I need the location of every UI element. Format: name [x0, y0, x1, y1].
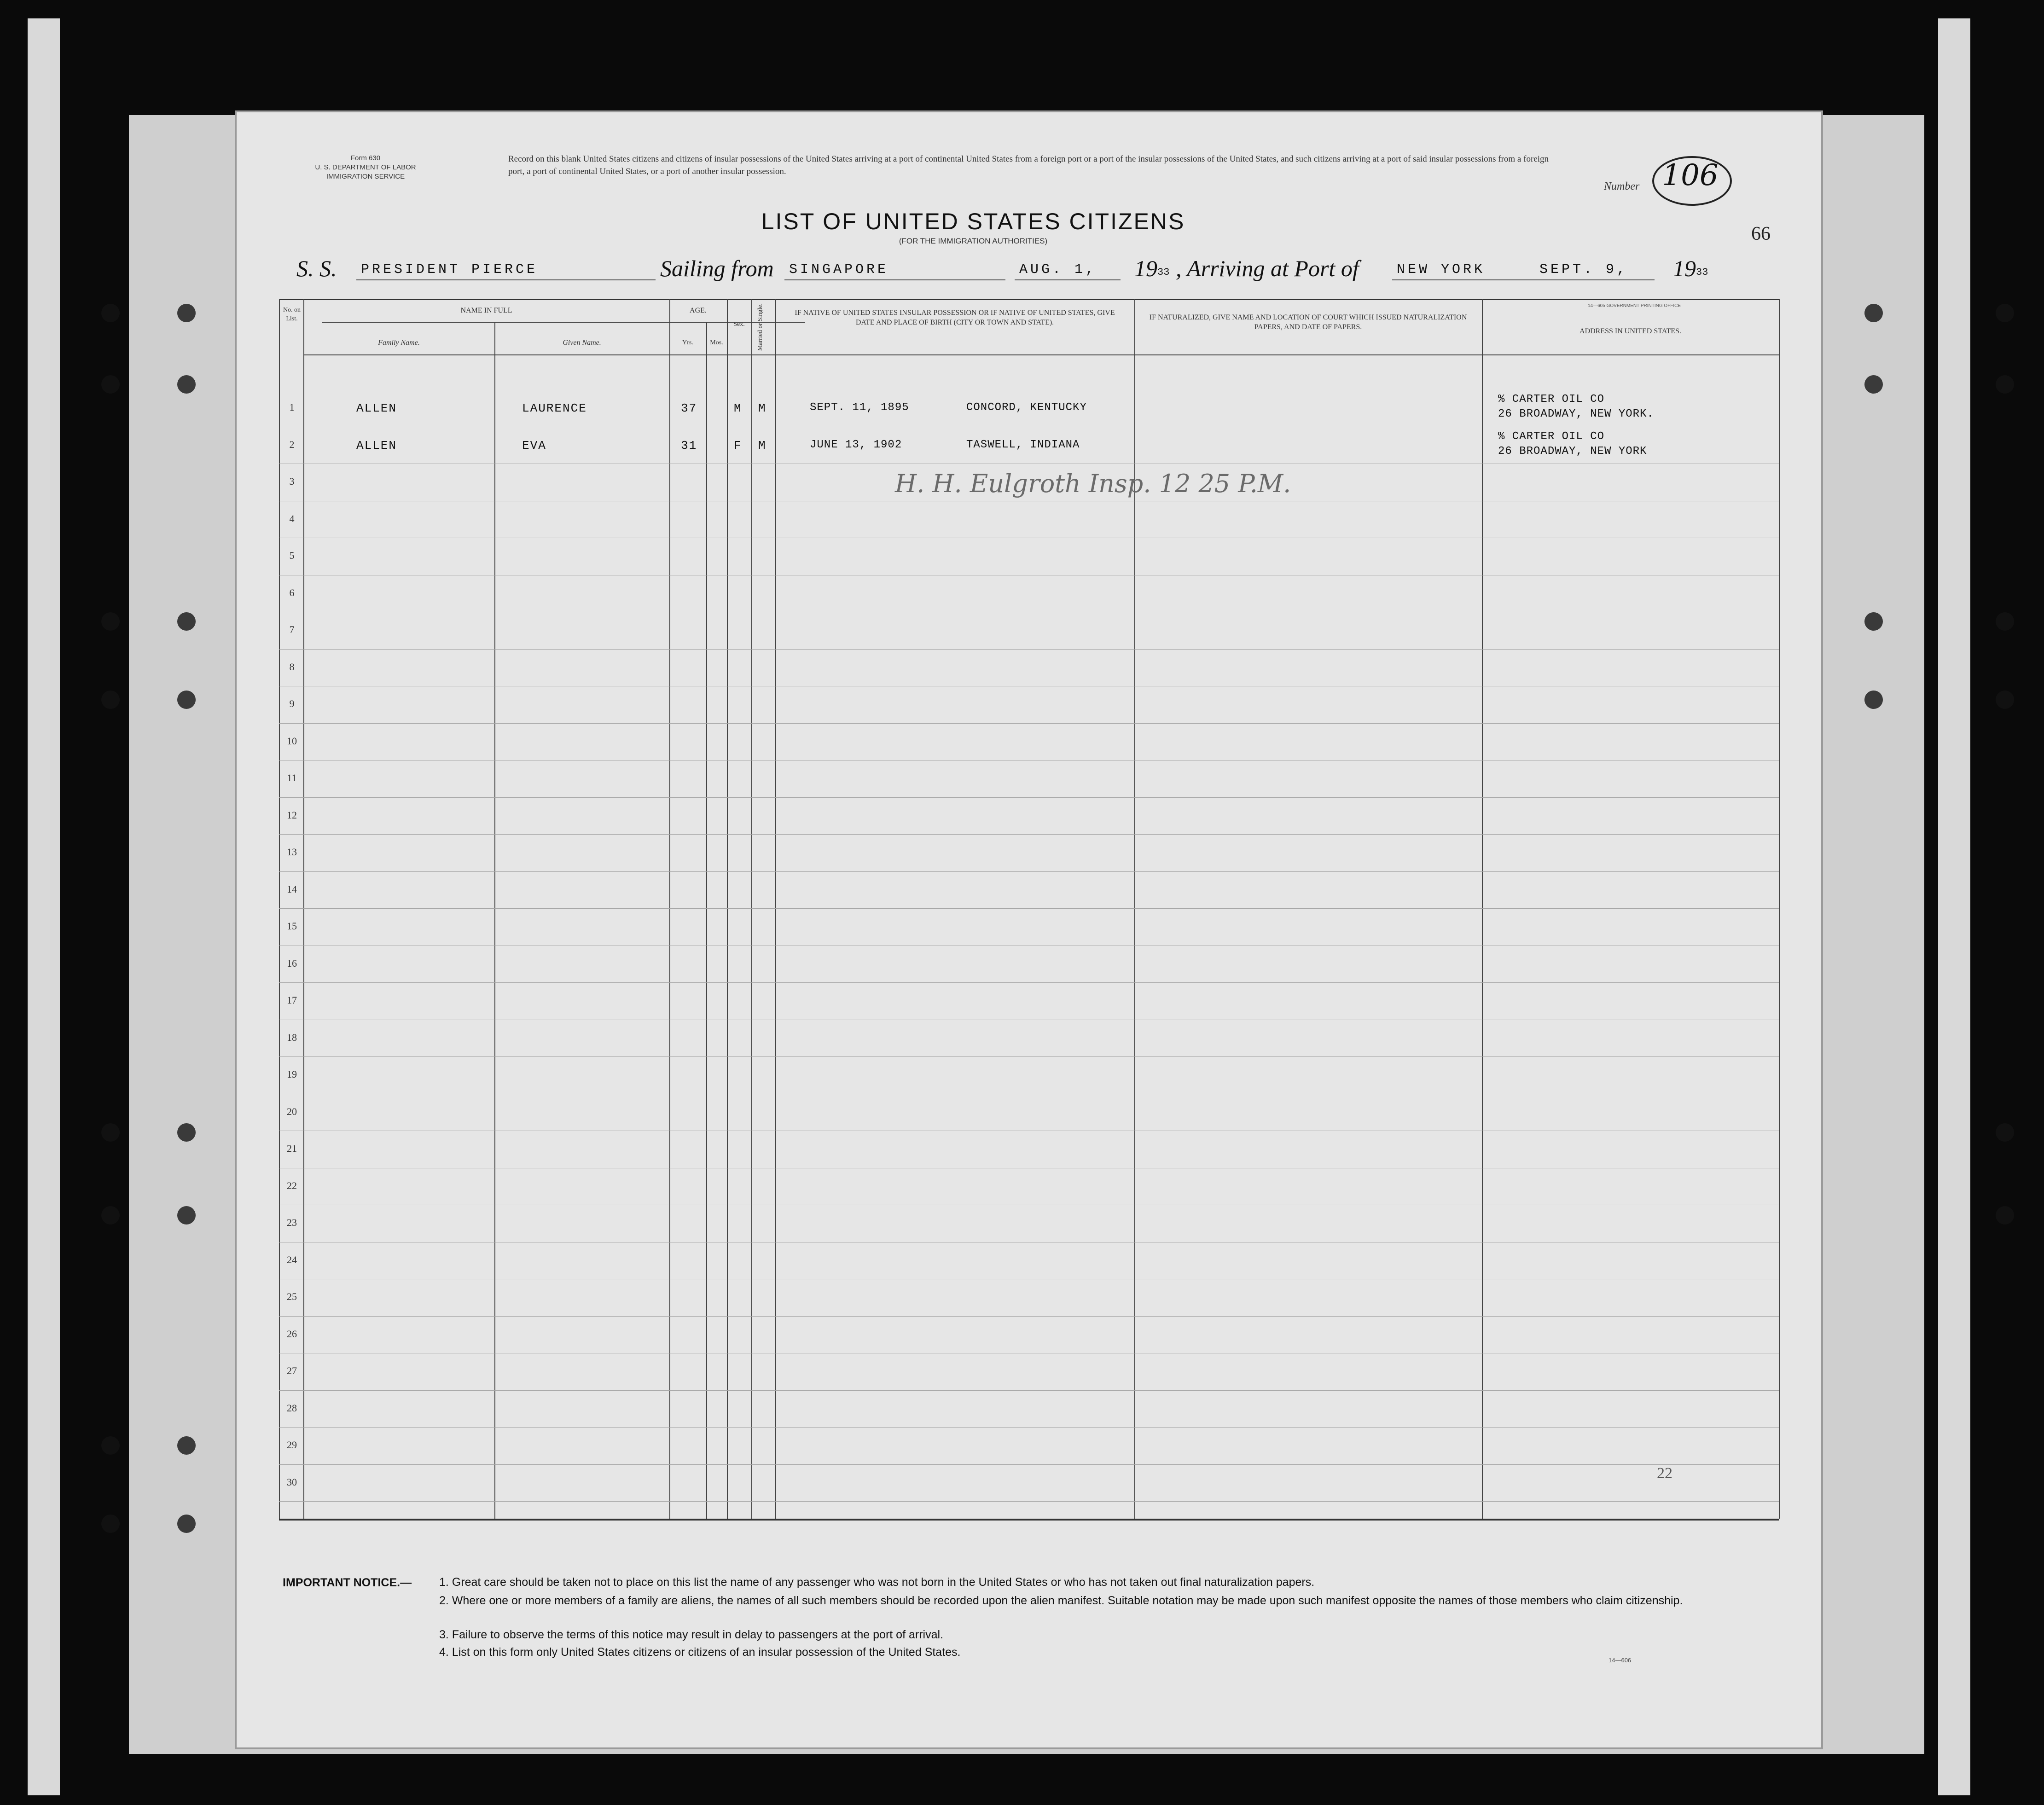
- ship-name: PRESIDENT PIERCE: [361, 262, 538, 278]
- binder-hole: [1996, 1123, 2014, 1142]
- row-number: 6: [289, 586, 295, 598]
- row-number: 21: [287, 1143, 297, 1154]
- row-number: 24: [287, 1254, 297, 1265]
- table-bottom-border: [279, 1519, 1779, 1521]
- cell-family: ALLEN: [356, 401, 397, 415]
- row-rule: [279, 982, 1779, 983]
- column-divider: [669, 299, 670, 1519]
- row-number: 23: [287, 1217, 297, 1228]
- row-rule: [279, 1316, 1779, 1317]
- header-married-single: Married or Single.: [757, 303, 764, 351]
- row-number: 27: [287, 1365, 297, 1376]
- binder-hole: [1864, 375, 1883, 394]
- cell-sex: F: [734, 438, 742, 453]
- sailing-from-underline: [784, 279, 1005, 280]
- row-rule: [279, 1056, 1779, 1057]
- row-rule: [279, 1501, 1779, 1502]
- departure-date: AUG. 1,: [1019, 262, 1097, 278]
- row-number: 1: [289, 401, 295, 413]
- row-number: 10: [287, 735, 297, 747]
- cell-addr1: % CARTER OIL CO: [1498, 393, 1605, 406]
- header-sex: Sex.: [733, 321, 745, 328]
- page-subtitle: (FOR THE IMMIGRATION AUTHORITIES): [899, 237, 1048, 245]
- binder-hole: [101, 304, 120, 322]
- header-months: Mos.: [710, 339, 723, 346]
- cell-birth-date: JUNE 13, 1902: [810, 438, 902, 451]
- binder-hole: [1996, 304, 2014, 322]
- row-number: 9: [289, 698, 295, 709]
- column-divider: [727, 299, 728, 1519]
- row-number: 15: [287, 920, 297, 932]
- binder-hole: [101, 612, 120, 631]
- notice-item-1: 1. Great care should be taken not to place on this list the name of any passenger who was not born in the United States or who has not taken out final naturalization papers.: [439, 1576, 1315, 1589]
- cell-yrs: 31: [681, 438, 697, 453]
- row-number: 29: [287, 1439, 297, 1451]
- column-divider: [706, 322, 707, 1519]
- arrival-year: 33: [1696, 267, 1708, 278]
- row-number: 28: [287, 1402, 297, 1414]
- header-naturalized: IF NATURALIZED, GIVE NAME AND LOCATION OF COURT WHICH ISSUED NATURALIZATION PAPERS, AND DATE OF PAPERS.: [1149, 313, 1467, 331]
- manifest-page: [235, 110, 1823, 1749]
- binder-hole: [101, 375, 120, 394]
- department-name: U. S. DEPARTMENT OF LABOR: [315, 163, 416, 171]
- cell-family: ALLEN: [356, 438, 397, 453]
- binder-hole: [177, 1436, 196, 1455]
- cell-status: M: [758, 438, 766, 453]
- binder-hole: [1864, 304, 1883, 322]
- form-number: Form 630: [350, 154, 381, 162]
- cell-given: EVA: [522, 438, 546, 453]
- binder-hole: [177, 1123, 196, 1142]
- service-name: IMMIGRATION SERVICE: [326, 173, 405, 180]
- ship-name-underline: [356, 279, 656, 280]
- row-number: 30: [287, 1476, 297, 1488]
- row-rule: [279, 871, 1779, 872]
- row-number: 26: [287, 1328, 297, 1340]
- departure-year: 33: [1157, 267, 1170, 278]
- record-instructions: Record on this blank United States citizens and citizens of insular possessions of the United States arriving at a port of continental United States from a foreign port or a port of the insular possessions of the United States, and such citizens arriving at a port of said insular possessions from a foreign port, a port of continental United States, or a port of another insular possession.: [508, 154, 1549, 176]
- arrival-date: SEPT. 9,: [1539, 262, 1628, 278]
- row-number: 17: [287, 994, 297, 1006]
- row-rule: [279, 834, 1779, 835]
- cell-addr2: 26 BROADWAY, NEW YORK: [1498, 445, 1647, 458]
- row-number: 11: [287, 772, 297, 784]
- inspector-signature: H. H. Eulgroth Insp. 12 25 P.M.: [895, 469, 1291, 498]
- row-number: 5: [289, 550, 295, 561]
- row-rule: [279, 723, 1779, 724]
- film-strip-left: [28, 18, 60, 1795]
- notice-item-4: 4. List on this form only United States citizens or citizens of an insular possession of the United States.: [439, 1646, 961, 1659]
- arriving-label: , Arriving at Port of: [1176, 255, 1359, 281]
- row-number: 22: [287, 1179, 297, 1191]
- row-rule: [279, 908, 1779, 909]
- column-divider: [1482, 299, 1483, 1519]
- column-divider: [1779, 299, 1780, 1519]
- row-number: 2: [289, 438, 295, 450]
- row-rule: [279, 797, 1779, 798]
- number-label: Number: [1604, 180, 1640, 192]
- binder-hole: [101, 691, 120, 709]
- header-family-name: Family Name.: [378, 339, 420, 347]
- margin-note: 22: [1657, 1465, 1672, 1482]
- header-age: AGE.: [690, 307, 707, 314]
- header-name-in-full: NAME IN FULL: [460, 307, 512, 314]
- row-number: 13: [287, 846, 297, 858]
- binder-hole: [1864, 612, 1883, 631]
- binder-hole: [1996, 375, 2014, 394]
- binder-hole: [177, 1515, 196, 1533]
- binder-hole: [1996, 691, 2014, 709]
- row-rule: [279, 1390, 1779, 1391]
- header-years: Yrs.: [682, 339, 693, 346]
- page-title: LIST OF UNITED STATES CITIZENS: [761, 209, 1185, 234]
- row-number: 16: [287, 957, 297, 969]
- binder-hole: [177, 375, 196, 394]
- binder-hole: [101, 1515, 120, 1533]
- sailing-from-port: SINGAPORE: [789, 262, 889, 278]
- arrival-underline: [1392, 279, 1655, 280]
- page-number: 66: [1751, 223, 1771, 244]
- header-address: ADDRESS IN UNITED STATES.: [1579, 327, 1681, 335]
- list-number: 106: [1662, 158, 1719, 192]
- cell-given: LAURENCE: [522, 401, 587, 415]
- ss-label: S. S.: [296, 255, 337, 281]
- row-number: 19: [287, 1068, 297, 1080]
- row-number: 25: [287, 1291, 297, 1302]
- row-number: 18: [287, 1031, 297, 1043]
- cell-birth-date: SEPT. 11, 1895: [810, 401, 909, 414]
- cell-birth-place: CONCORD, KENTUCKY: [966, 401, 1087, 414]
- cell-yrs: 37: [681, 401, 697, 415]
- binder-hole: [1996, 1206, 2014, 1225]
- form-code: 14—606: [1608, 1657, 1632, 1664]
- arrival-port: NEW YORK: [1397, 262, 1486, 278]
- form-identifier: [278, 154, 453, 181]
- table-top-border: [279, 299, 1779, 300]
- notice-item-3: 3. Failure to observe the terms of this notice may result in delay to passengers at the port of arrival.: [439, 1628, 943, 1641]
- binder-hole: [101, 1436, 120, 1455]
- column-divider: [751, 299, 752, 1519]
- cell-addr2: 26 BROADWAY, NEW YORK.: [1498, 408, 1654, 420]
- binder-hole: [101, 1123, 120, 1142]
- printing-note: 14—605 GOVERNMENT PRINTING OFFICE: [1588, 303, 1681, 308]
- binder-hole: [177, 304, 196, 322]
- binder-hole: [1864, 691, 1883, 709]
- cell-addr1: % CARTER OIL CO: [1498, 430, 1605, 443]
- row-number: 14: [287, 883, 297, 895]
- cell-birth-place: TASWELL, INDIANA: [966, 438, 1080, 451]
- departure-year-prefix: 19: [1134, 255, 1157, 281]
- binder-hole: [1996, 612, 2014, 631]
- binder-hole: [177, 691, 196, 709]
- film-strip-right: [1938, 18, 1970, 1795]
- header-given-name: Given Name.: [563, 339, 601, 347]
- row-number: 3: [289, 476, 295, 487]
- header-birth-info: IF NATIVE OF UNITED STATES INSULAR POSSESSION OR IF NATIVE OF UNITED STATES, GIVE DATE AND PLACE OF BIRTH (CITY OR TOWN AND STATE).: [795, 309, 1115, 326]
- arrival-year-prefix: 19: [1673, 255, 1696, 281]
- row-rule: [279, 1464, 1779, 1465]
- departure-date-underline: [1015, 279, 1121, 280]
- binder-hole: [101, 1206, 120, 1225]
- row-number: 20: [287, 1105, 297, 1117]
- row-number: 8: [289, 661, 295, 673]
- column-divider: [279, 299, 280, 1519]
- row-rule: [279, 1427, 1779, 1428]
- row-rule: [279, 649, 1779, 650]
- column-divider: [303, 299, 304, 1519]
- cell-status: M: [758, 401, 766, 415]
- header-no-on-list: No. on List.: [283, 307, 301, 322]
- table-header-divider: [303, 354, 1779, 355]
- column-divider: [775, 299, 776, 1519]
- cell-sex: M: [734, 401, 742, 415]
- binder-hole: [177, 1206, 196, 1225]
- column-divider: [494, 322, 495, 1519]
- sailing-from-label: Sailing from: [660, 255, 774, 281]
- row-number: 7: [289, 624, 295, 635]
- notice-item-2: 2. Where one or more members of a family are aliens, the names of all such members should be recorded upon the alien manifest. Suitable notation may be made upon such manifest opposite the names of those members who claim citizenship.: [439, 1594, 1683, 1607]
- binder-hole: [177, 612, 196, 631]
- row-number: 12: [287, 809, 297, 821]
- row-number: 4: [289, 512, 295, 524]
- notice-label: IMPORTANT NOTICE.—: [283, 1576, 412, 1589]
